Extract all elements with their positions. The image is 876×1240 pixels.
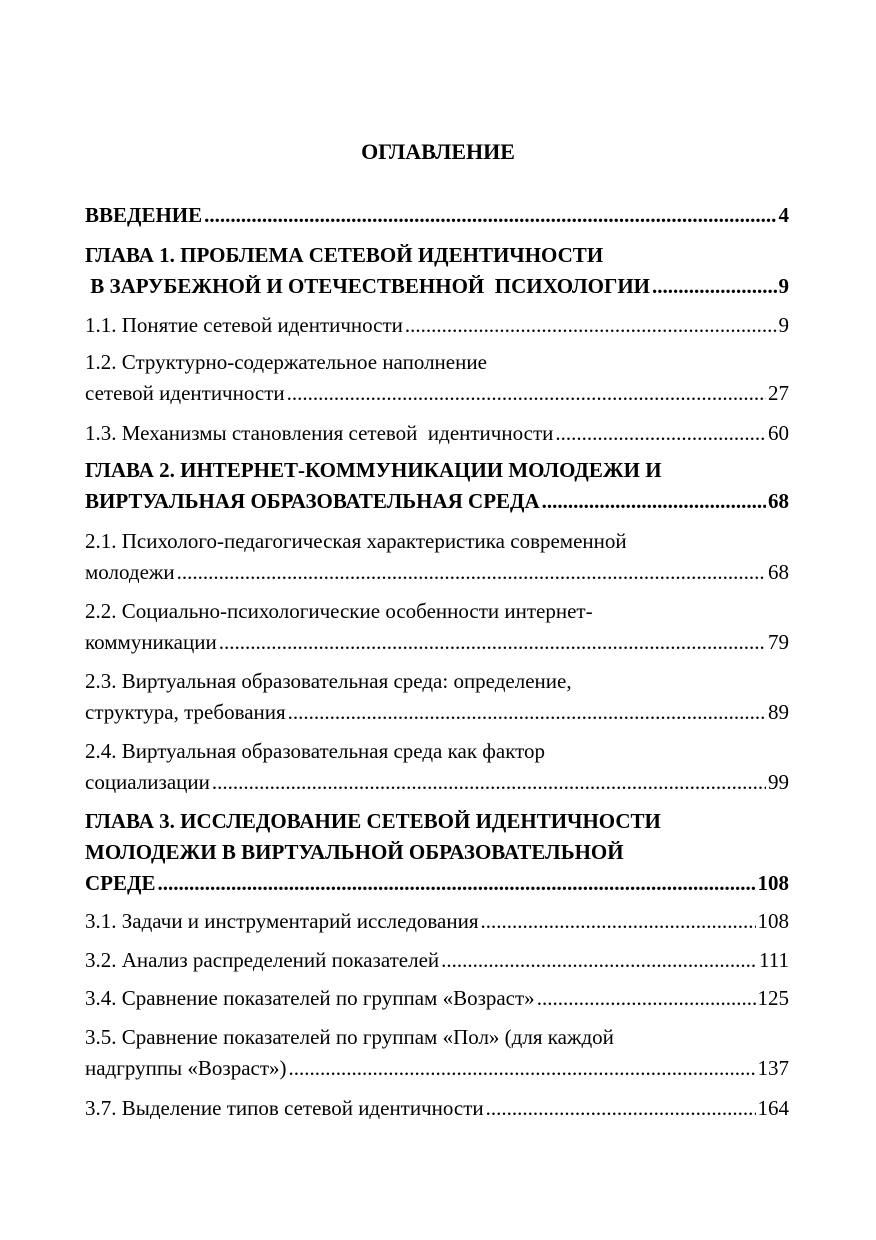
toc-section-entry [85,596,789,658]
toc-entry-title: 3.2. Анализ распределений показателей [85,948,440,972]
toc-section-entry [85,983,789,1014]
dot-leader [157,868,755,899]
toc-section-entry [85,310,789,341]
toc-entry-title: коммуникации [85,630,217,654]
toc-entry-title: молодежи [85,560,175,584]
toc-entry-title: ВВЕДЕНИЕ [85,203,203,227]
toc-page-number: 125 [757,986,789,1010]
toc-entry-title-line: 2.2. Социально-психологические особенности интернет- [85,599,593,623]
toc-entry-title: СРЕДЕ [85,871,156,895]
toc-page-number: 68 [768,560,789,584]
toc-entry-row [85,697,789,728]
toc-entry-row [85,945,789,976]
toc-page-number: 89 [768,700,789,724]
toc-entry-title: 3.7. Выделение типов сетевой идентичности [85,1096,484,1120]
toc-section-entry [85,347,789,409]
dot-leader [219,627,766,658]
toc-entry-title-line: ГЛАВА 1. ПРОБЛЕМА СЕТЕВОЙ ИДЕНТИЧНОСТИ [85,243,604,267]
dot-leader [212,767,766,798]
toc-entry-title-line: 1.2. Структурно-содержательное наполнение [85,350,487,374]
toc-section-entry [85,1022,789,1084]
dot-leader [287,378,766,409]
dot-leader [288,697,766,728]
toc-page-number: 108 [757,871,789,895]
toc-entry-row [85,418,789,449]
toc-entry-title: В ЗАРУБЕЖНОЙ И ОТЕЧЕСТВЕННОЙ ПСИХОЛОГИИ [85,274,650,298]
toc-page-number: 79 [768,630,789,654]
toc-page-number: 4 [778,203,789,227]
toc-entry-title: 1.1. Понятие сетевой идентичности [85,313,403,337]
toc-entry-title: 3.4. Сравнение показателей по группам «Возраст» [85,986,535,1010]
toc-page-number: 9 [778,313,789,337]
toc-entry-row [85,271,789,302]
toc-entry-title-line: ГЛАВА 2. ИНТЕРНЕТ-КОММУНИКАЦИИ МОЛОДЕЖИ И [85,458,662,482]
toc-page-number: 68 [768,489,789,513]
toc-entry-row [85,486,789,517]
toc-entry-title-line: 2.1. Психолого-педагогическая характеристика современной [85,529,627,553]
dot-leader [555,418,766,449]
toc-page-number: 111 [759,948,789,972]
toc-entry-title-line: 2.3. Виртуальная образовательная среда: определение, [85,669,572,693]
toc-section-entry [85,1093,789,1124]
toc-page-number: 164 [757,1096,789,1120]
toc-section-entry [85,526,789,588]
toc-entry-title: надгруппы «Возраст») [85,1056,287,1080]
toc-section-entry [85,945,789,976]
dot-leader [652,271,777,302]
toc-entry-row [85,906,789,937]
toc-entry-title-line: 3.5. Сравнение показателей по группам «Пол» (для каждой [85,1025,614,1049]
toc-entry-title-line: МОЛОДЕЖИ В ВИРТУАЛЬНОЙ ОБРАЗОВАТЕЛЬНОЙ [85,840,624,864]
toc-entry-title: ВИРТУАЛЬНАЯ ОБРАЗОВАТЕЛЬНАЯ СРЕДА [85,489,540,513]
toc-page-number: 27 [768,381,789,405]
toc-entry-title: 1.3. Механизмы становления сетевой идентичности [85,421,554,445]
toc-entry-row [85,868,789,899]
dot-leader [480,906,755,937]
toc-page-number: 99 [768,770,789,794]
dot-leader [177,557,766,588]
dot-leader [405,310,777,341]
toc-chapter-entry [85,806,789,899]
dot-leader [441,945,757,976]
toc-page-number: 137 [757,1056,789,1080]
toc-page-number: 9 [778,274,789,298]
dot-leader [486,1093,756,1124]
toc-chapter-entry [85,240,789,302]
dot-leader [537,983,756,1014]
toc-section-entry [85,906,789,937]
toc-entry-title: 3.1. Задачи и инструментарий исследования [85,909,479,933]
toc-section-entry [85,666,789,728]
toc-entry-row [85,1093,789,1124]
toc-entry-row [85,627,789,658]
toc-page-number: 60 [768,421,789,445]
toc-entry-title: социализации [85,770,210,794]
toc-section-entry [85,736,789,798]
toc-entry-row [85,1053,789,1084]
dot-leader [289,1053,756,1084]
dot-leader [542,486,766,517]
toc-entry-title-line: ГЛАВА 3. ИССЛЕДОВАНИЕ СЕТЕВОЙ ИДЕНТИЧНОСТИ [85,809,661,833]
toc-entry-row [85,378,789,409]
toc-chapter-entry [85,455,789,517]
toc-entry-row [85,767,789,798]
toc-entry-title: сетевой идентичности [85,381,285,405]
toc-title: ОГЛАВЛЕНИЕ [361,139,515,164]
toc-entry-row [85,557,789,588]
toc-section-entry [85,418,789,449]
toc-entry-row [85,983,789,1014]
toc-entry-row [85,310,789,341]
toc-entry-title: структура, требования [85,700,286,724]
toc-page-number: 108 [757,909,789,933]
toc-entry-row [85,200,789,231]
toc-entry-title-line: 2.4. Виртуальная образовательная среда как фактор [85,739,546,763]
dot-leader [204,200,776,231]
toc-chapter-entry [85,200,789,231]
